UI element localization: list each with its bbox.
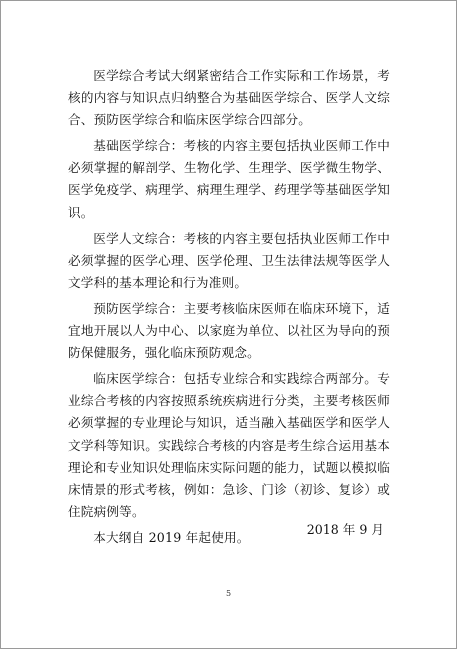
document-body (68, 65, 390, 553)
page-number: 5 (225, 589, 232, 598)
paragraph-intro: 医学综合考试大纲紧密结合工作实际和工作场景，考核的内容与知识点归纳整合为基础医学综合、医学人文综合、预防医学综合和临床医学综合四部分。 (68, 68, 390, 128)
document-date: 2018 年 9 月 (306, 522, 384, 537)
paragraph-effective-year: 本大纲自 2019 年起使用。 (93, 529, 250, 545)
paragraph-preventive-medicine: 预防医学综合：主要考核临床医师在临床环境下，适宜地开展以人为中心、以家庭为单位、以社区为导向的预防保健服务，强化临床预防观念。 (68, 300, 390, 361)
paragraph-clinical-medicine: 临床医学综合：包括专业综合和实践综合两部分。专业综合考核的内容按照系统疾病进行分类，主要考核医师必须掌握的专业理论与知识，适当融入基础医学和医学人文学科等知识。实践综合考核的内容是考生综合运用基本理论和专业知识处理临床实际问题的能力，试题以模拟临床情景的形式考核，例如：急诊、门诊（初诊、复诊）或住院病例等。 (68, 371, 390, 519)
paragraph-basic-medicine: 基础医学综合：考核的内容主要包括执业医师工作中必须掌握的解剖学、生物化学、生理学、医学微生物学、医学免疫学、病理学、病理生理学、药理学等基础医学知识。 (68, 138, 390, 220)
paragraph-medical-humanities: 医学人文综合：考核的内容主要包括执业医师工作中必须掌握的医学心理、医学伦理、卫生法律法规等医学人文学科的基本理论和行为准则。 (68, 230, 390, 290)
